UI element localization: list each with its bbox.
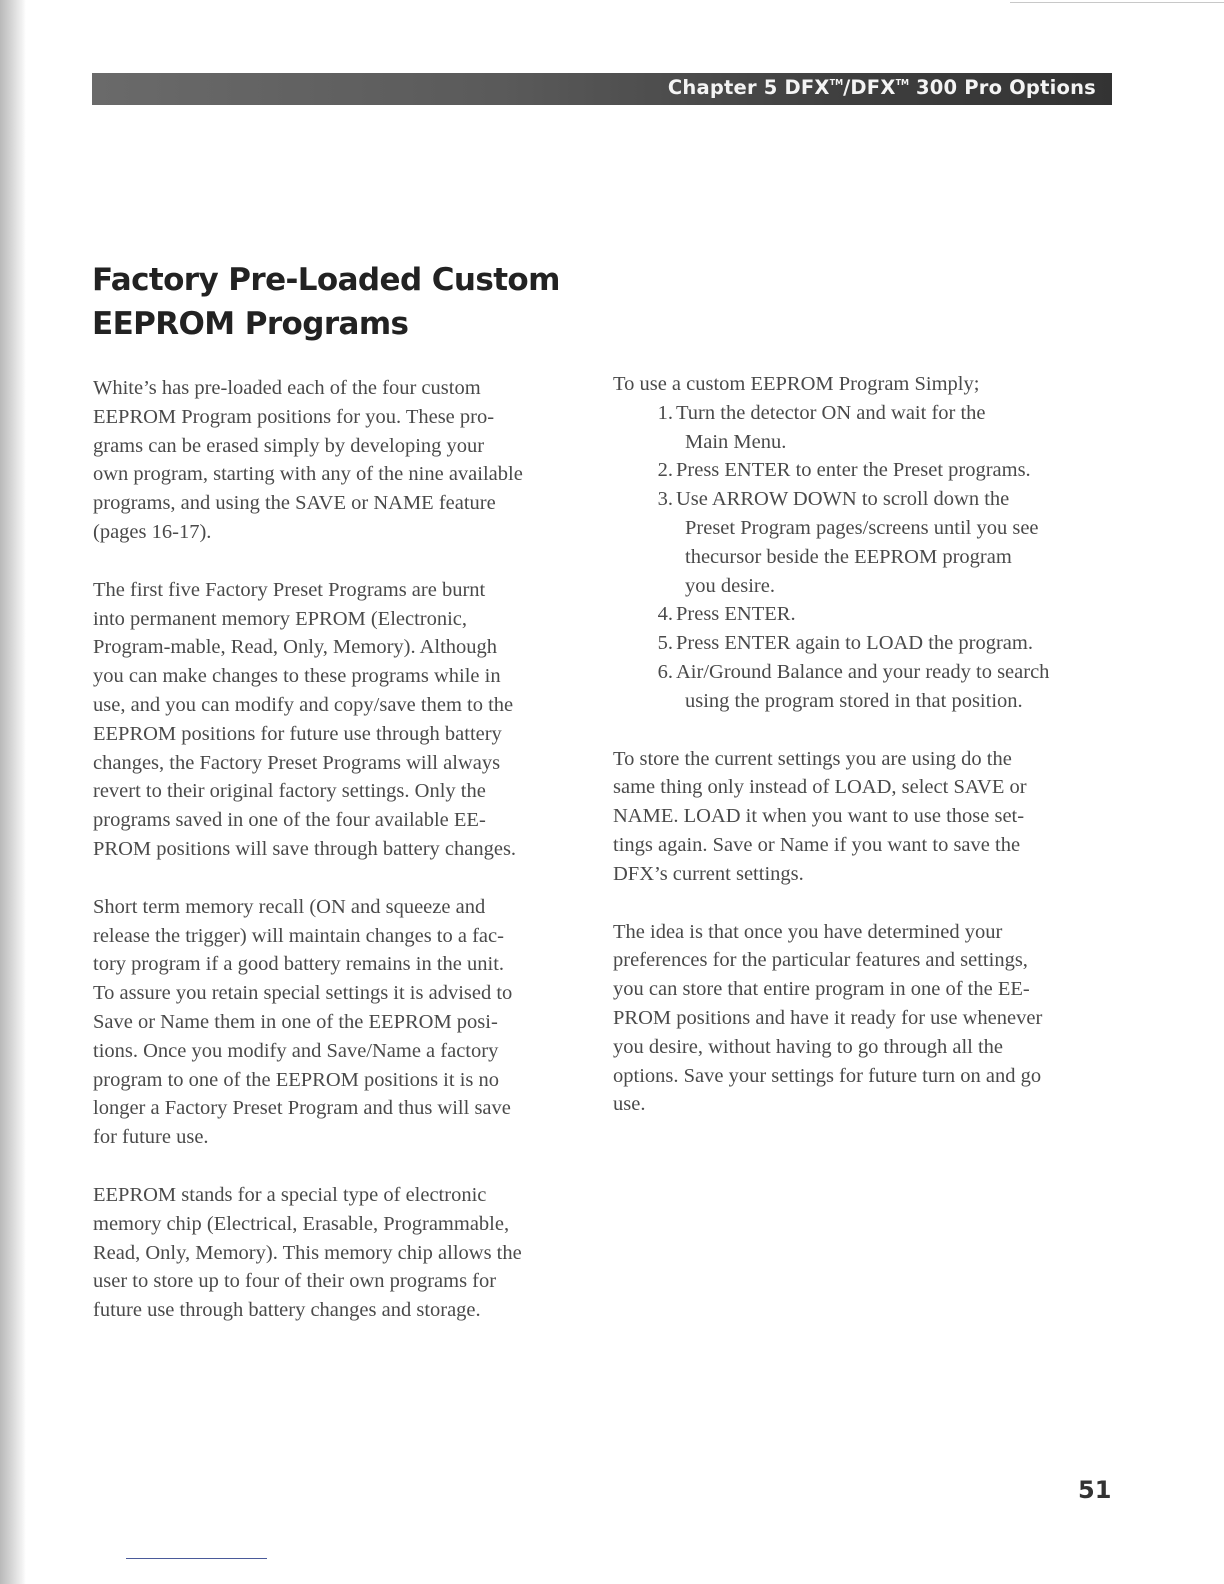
steps-list [613,399,1118,716]
step-item [613,485,1118,600]
text-line: The first five Factory Preset Programs are burnt [93,578,486,601]
text-line: own program, starting with any of the nine available [93,463,523,486]
text-line: into permanent memory EPROM (Electronic, [93,607,468,630]
page-binding-shadow [0,0,26,1584]
text-line: preferences for the particular features and settings, [613,949,1028,972]
step-item [613,629,1118,658]
paragraph-idea [613,918,1118,1120]
step-number: 4. [657,603,673,626]
text-line: Short term memory recall (ON and squeeze and [93,895,486,918]
text-line: EEPROM Program positions for you. These pro- [93,405,495,428]
step-text: Use ARROW DOWN to scroll down the [676,488,1010,511]
text-line: (pages 16-17). [93,520,212,543]
step-number: 2. [657,459,673,482]
text-line: Read, Only, Memory). This memory chip allows the [93,1241,522,1264]
paragraph-short-term-memory [93,893,598,1152]
text-line: you can store that entire program in one of the EE- [613,978,1030,1001]
text-line: programs saved in one of the four available EE- [93,809,486,832]
step-text: Turn the detector ON and wait for the [676,401,986,424]
text-line: PROM positions and have it ready for use whenever [613,1006,1043,1029]
right-column [613,370,1118,1148]
text-line: use. [613,1093,646,1116]
step-text: Press ENTER again to LOAD the program. [676,632,1033,655]
text-line: release the trigger) will maintain changes to a fac- [93,924,504,947]
text-line: programs, and using the SAVE or NAME feature [93,492,496,515]
paragraph-preloaded [93,374,598,547]
top-edge-rule [1010,2,1224,3]
text-line: same thing only instead of LOAD, select SAVE or [613,776,1027,799]
text-line: The idea is that once you have determined your [613,920,1003,943]
text-line: use, and you can modify and copy/save them to the [93,693,514,716]
text-line: Program-mable, Read, Only, Memory). Although [93,636,498,659]
text-line: you can make changes to these programs while in [93,665,501,688]
text-line: Save or Name them in one of the EEPROM posi- [93,1010,498,1033]
chapter-header-title: Chapter 5 DFX™/DFX™ 300 Pro Options [667,76,1096,99]
step-number: 6. [657,660,673,683]
step-text: Air/Ground Balance and your ready to search [676,660,1050,683]
text-line: DFX’s current settings. [613,862,804,885]
section-title [92,258,612,346]
text-line: user to store up to four of their own programs for [93,1270,497,1293]
text-line: memory chip (Electrical, Erasable, Programmable, [93,1212,510,1235]
step-continuation: thecursor beside the EEPROM program [685,545,1012,568]
step-item [613,399,1118,457]
paragraph-eeprom-definition [93,1181,598,1325]
text-line: revert to their original factory settings. Only the [93,780,486,803]
section-title-line-2: EEPROM Programs [92,306,409,342]
text-line: program to one of the EEPROM positions it is no [93,1068,499,1091]
text-line: options. Save your settings for future turn on and go [613,1064,1042,1087]
bottom-link-underline [126,1558,267,1559]
text-line: PROM positions will save through battery changes. [93,837,517,860]
text-line: you desire, without having to go through all the [613,1035,1004,1058]
steps-intro: To use a custom EEPROM Program Simply; [613,373,980,395]
left-column [93,374,598,1354]
step-number: 3. [657,488,673,511]
paragraph-factory-presets [93,576,598,864]
section-title-line-1: Factory Pre-Loaded Custom [92,262,560,298]
text-line: grams can be erased simply by developing your [93,434,485,457]
text-line: EEPROM stands for a special type of electronic [93,1183,487,1206]
step-item [613,456,1118,485]
text-line: EEPROM positions for future use through battery [93,722,502,745]
text-line: NAME. LOAD it when you want to use those set- [613,805,1025,828]
text-line: changes, the Factory Preset Programs will always [93,751,501,774]
step-text: Press ENTER to enter the Preset programs. [676,459,1031,482]
step-number: 1. [657,401,673,424]
step-continuation: using the program stored in that position. [685,689,1023,712]
text-line: To store the current settings you are using do the [613,747,1012,770]
step-item [613,600,1118,629]
chapter-header-bar [92,73,1112,105]
page-number: 51 [1078,1476,1112,1504]
text-line: for future use. [93,1126,209,1149]
text-line: tory program if a good battery remains in the unit. [93,953,505,976]
text-line: To assure you retain special settings it is advised to [93,982,513,1005]
step-item [613,658,1118,716]
text-line: White’s has pre-loaded each of the four custom [93,377,481,399]
step-continuation: Main Menu. [685,430,787,453]
paragraph-store-settings [613,745,1118,889]
step-continuation: Preset Program pages/screens until you see [685,516,1039,539]
text-line: longer a Factory Preset Program and thus will save [93,1097,511,1120]
step-number: 5. [657,632,673,655]
text-line: tings again. Save or Name if you want to save the [613,833,1021,856]
text-line: tions. Once you modify and Save/Name a factory [93,1039,499,1062]
step-continuation: you desire. [685,574,775,597]
text-line: future use through battery changes and storage. [93,1299,481,1322]
step-text: Press ENTER. [676,603,796,626]
